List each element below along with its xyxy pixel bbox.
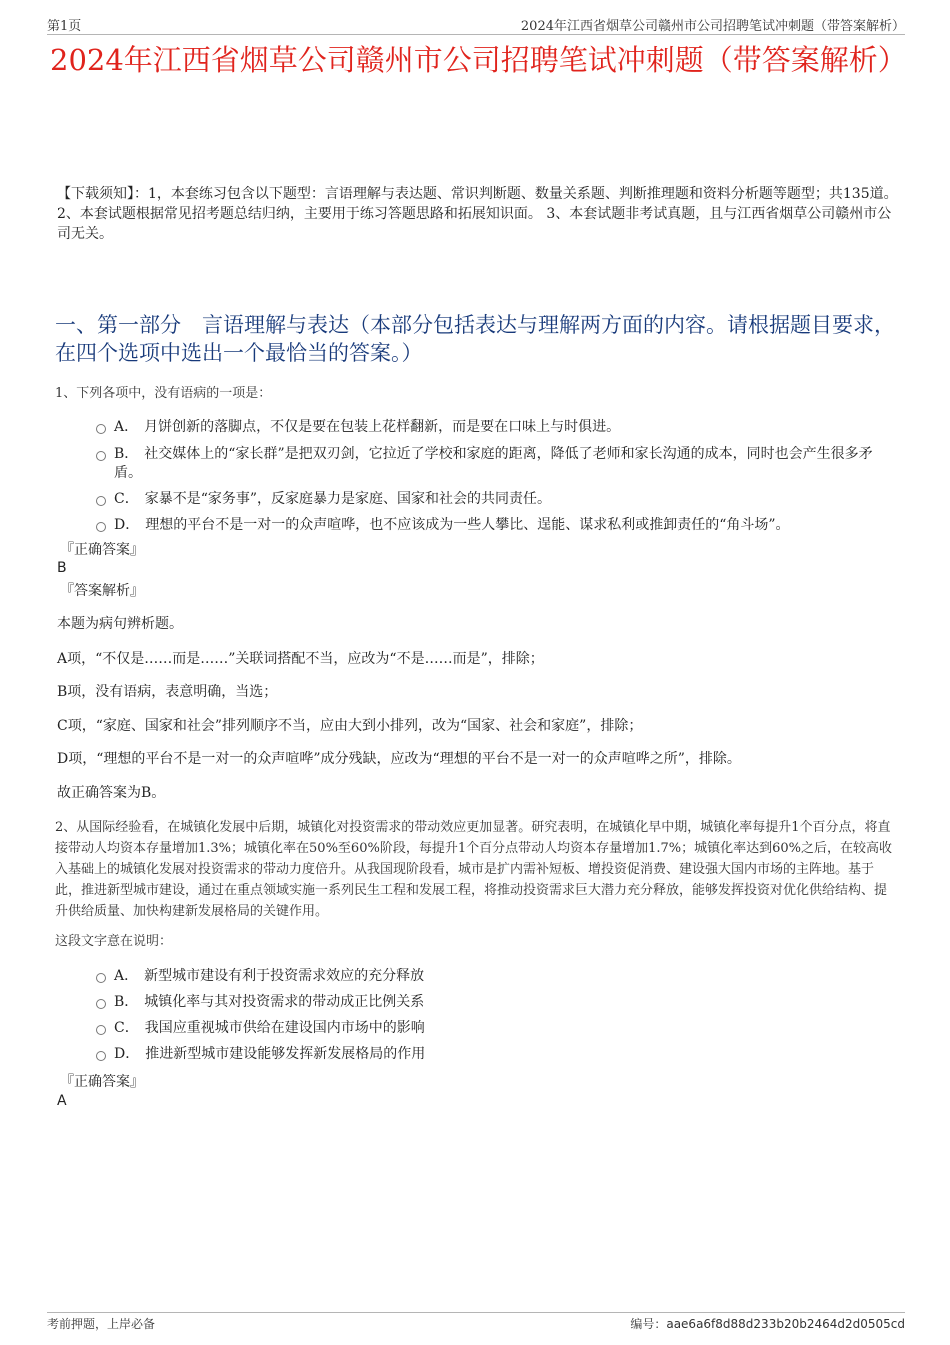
question-1-options: [96, 418, 892, 535]
radio-icon[interactable]: [96, 522, 106, 532]
radio-icon[interactable]: [96, 1051, 106, 1061]
q2-option-b[interactable]: [96, 993, 892, 1012]
footer-code-label: 编号：: [630, 1317, 667, 1331]
option-label: A．: [114, 419, 139, 435]
document-title: 2024年江西省烟草公司赣州市公司招聘笔试冲刺题（带答案解析）: [50, 43, 907, 77]
question-2-options: [96, 967, 892, 1064]
q1-analysis-line: D项，“理想的平台不是一对一的众声喧哗”成分残缺，应改为“理想的平台不是一对一的众声喧哗之所”，排除。: [57, 751, 741, 767]
q1-analysis-line: 本题为病句辨析题。: [57, 616, 183, 632]
q1-option-b[interactable]: [96, 445, 892, 483]
option-text: 新型城市建设有利于投资需求效应的充分释放: [144, 968, 425, 984]
q1-option-d[interactable]: [96, 516, 892, 535]
option-text: 推进新型城市建设能够发挥新发展格局的作用: [145, 1046, 426, 1062]
option-label: D．: [114, 517, 140, 533]
footer-slogan: 考前押题，上岸必备: [47, 1317, 156, 1331]
option-text: 家暴不是“家务事”，反家庭暴力是家庭、国家和社会的共同责任。: [144, 491, 552, 507]
download-notice: 【下载须知】：1，本套练习包含以下题型：言语理解与表达题、常识判断题、数量关系题、判断推理题和资料分析题等题型；共135道。 2、本套试题根据常见招考题总结归纳，主要用于练习答题思路和拓展知识面。 3、本套试题非考试真题，且与江西省烟草公司赣州市公司无关。: [57, 186, 898, 242]
q1-analysis-label: 『答案解析』: [60, 583, 144, 599]
radio-icon[interactable]: [96, 973, 106, 983]
option-label: A．: [114, 968, 139, 984]
option-label: D．: [114, 1046, 140, 1062]
page-number: 第1页: [47, 19, 82, 34]
q1-analysis-line: A项，“不仅是……而是……”关联词搭配不当，应改为“不是……而是”，排除；: [57, 651, 544, 667]
question-1-text: 1、下列各项中，没有语病的一项是：: [55, 386, 272, 401]
radio-icon[interactable]: [96, 496, 106, 506]
q1-option-c[interactable]: [96, 490, 892, 509]
q1-analysis-line: B项，没有语病，表意明确，当选；: [57, 684, 278, 700]
radio-icon[interactable]: [96, 1025, 106, 1035]
q2-answer: A: [57, 1093, 67, 1109]
footer-code: [630, 1315, 905, 1332]
q1-answer: B: [57, 560, 67, 576]
option-text: 城镇化率与其对投资需求的带动成正比例关系: [144, 994, 425, 1010]
q2-option-a[interactable]: [96, 967, 892, 986]
option-text: 社交媒体上的“家长群”是把双刃剑，它拉近了学校和家庭的距离，降低了老师和家长沟通的成本，同时也会产生很多矛盾。: [114, 446, 873, 481]
page-footer: [47, 1312, 905, 1335]
q2-option-d[interactable]: [96, 1045, 892, 1064]
q1-analysis-line: 故正确答案为B。: [57, 785, 166, 801]
option-text: 我国应重视城市供给在建设国内市场中的影响: [144, 1020, 425, 1036]
option-label: C．: [114, 1020, 139, 1036]
q1-analysis-line: C项，“家庭、国家和社会”排列顺序不当，应由大到小排列，改为“国家、社会和家庭”，排除；: [57, 718, 643, 734]
q2-correct-answer-label: 『正确答案』: [60, 1074, 144, 1090]
q1-option-a[interactable]: [96, 418, 892, 437]
option-text: 月饼创新的落脚点，不仅是要在包装上花样翻新，而是要在口味上与时俱进。: [144, 419, 621, 435]
q2-option-c[interactable]: [96, 1019, 892, 1038]
question-2-text: 这段文字意在说明：: [55, 934, 173, 949]
radio-icon[interactable]: [96, 451, 106, 461]
q1-correct-answer-label: 『正确答案』: [60, 542, 144, 558]
option-label: C．: [114, 491, 139, 507]
header-doc-title: 2024年江西省烟草公司赣州市公司招聘笔试冲刺题（带答案解析）: [520, 19, 905, 34]
option-text: 理想的平台不是一对一的众声喧哗，也不应该成为一些人攀比、逞能、谋求私利或推卸责任的“角斗场”。: [145, 517, 790, 533]
radio-icon[interactable]: [96, 424, 106, 434]
page-header: [47, 12, 905, 35]
radio-icon[interactable]: [96, 999, 106, 1009]
option-label: B．: [114, 994, 139, 1010]
section-heading: 一、第一部分 言语理解与表达（本部分包括表达与理解两方面的内容。请根据题目要求，在四个选项中选出一个最恰当的答案。）: [55, 313, 895, 365]
question-2-passage: 2、从国际经验看，在城镇化发展中后期，城镇化对投资需求的带动效应更加显著。研究表明，在城镇化早中期，城镇化率每提升1个百分点，将直接带动人均资本存量增加1.3%；城镇化率在50%至60%阶段，每提升1个百分点带动人均资本存量增加1.7%；城镇化率达到60%之后，在较高收入基础上的城镇化发展对投资需求的带动力度倍升。从我国现阶段看，城市是扩内需补短板、增投资促消费、建设强大国内市场的主阵地。基于此，推进新型城市建设，通过在重点领域实施一系列民生工程和发展工程，将推动投资需求巨大潜力充分释放，能够发挥投资对优化供给结构、提升供给质量、加快构建新发展格局的关键作用。: [55, 820, 893, 919]
footer-code-value: aae6a6f8d88d233b20b2464d2d0505cd: [666, 1317, 905, 1331]
option-label: B．: [114, 446, 139, 462]
